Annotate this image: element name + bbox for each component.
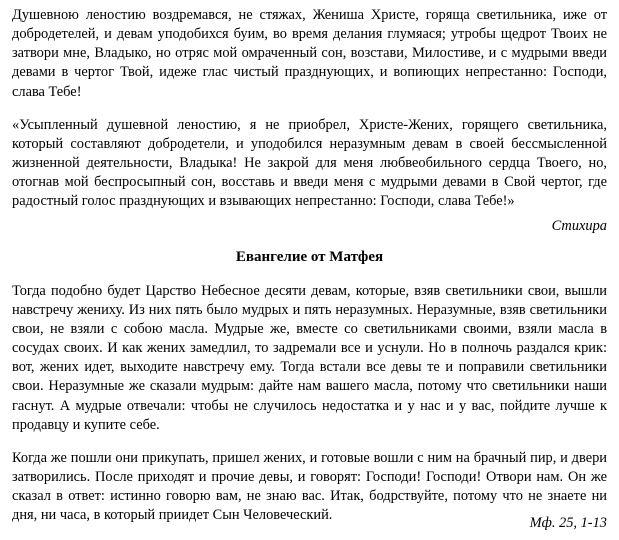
gospel-heading: Евангелие от Матфея: [235, 248, 384, 265]
scripture-reference: Мф. 25, 1-13: [529, 515, 607, 531]
gospel-paragraph-1: Тогда подобно будет Царство Небесное десяти девам, которые, взяв светильники свои, вышли навстречу жениху. Из них пять было мудрых и пять неразумных. Неразумные, взяв светильники свои, не взяли с собою масла. Мудрые же, вместе со светильниками своими, взяли масла в сосудах своих. И как жених замедлил, то задремали все и уснули. Но в полночь раздался крик: вот, жених идет, выходите навстречу ему. Тогда встали все девы те и поправили светильники свои. Неразумные же сказали мудрым: дайте нам вашего масла, потому что светильники наши гаснут. А мудрые отвечали: чтобы не случилось недостатка и у нас и у вас, пойдите лучше к продавцу и купите себе.: [12, 282, 607, 433]
attribution-line: Стихира: [551, 217, 607, 234]
intro-paragraph: Душевною леностию воздремався, не стяжах, Жениша Христе, горяща светильника, иже от добродетелей, и девам уподобихся буим, во время делания глумяася; утробы щедрот Твоих не затвори мне, Владыко, но отряс мой омраченный сон, возстави, Милостиве, и с мудрыми введи девами в чертог Твой, идеже глас чистый празднующих, и вопиющих непрестанно: Господи, слава Тебе!: [12, 7, 607, 100]
translation-paragraph: «Усыпленный душевной леностию, я не приобрел, Христе-Жених, горящего светильника, который составляют добродетели, и уподобился неразумным девам в своей бессмысленной жизненной деятельности, Владыка! Не закрой для меня любвеобильного сердца Твоего, но, отогнав мой беспросыпный сон, восставь и введи меня с мудрыми девами в Свой чертог, где радостный голос празднующих и взывающих непрестанно: Господи, слава Тебе!»: [12, 116, 607, 210]
gospel-paragraph-2: Когда же пошли они прикупать, пришел жених, и готовые вошли с ним на брачный пир, и двери затворились. После приходят и прочие девы, и говорят: Господи! Господи! Отвори нам. Он же сказал в ответ: истинно говорю вам, не знаю вас. Итак, бодрствуйте, потому что не знаете ни дня, ни часа, в который приидет Сын Человеческий.: [12, 449, 607, 524]
